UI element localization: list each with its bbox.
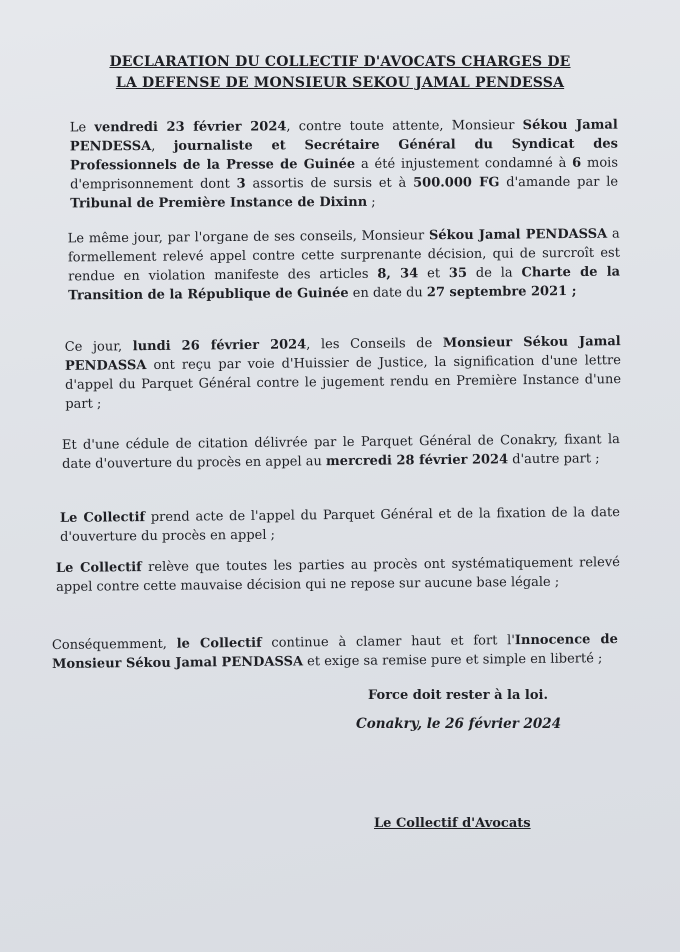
paragraph-4 — [62, 430, 620, 474]
bold-run: Charte de la Transition de la République de Guinée — [68, 264, 621, 304]
paragraph-6 — [56, 553, 620, 597]
bold-run: 500.000 FG — [413, 175, 500, 191]
text-run: de la — [466, 265, 522, 281]
text-run: assortis de sursis et à — [245, 175, 414, 192]
paragraph-1 — [70, 116, 618, 214]
paragraph-7 — [52, 630, 618, 674]
text-run: a formellement relevé appel contre cette surprenante décision, qui de surcroît est rendue en violation manifeste des articles — [67, 226, 620, 285]
bold-run: Tribunal de Première Instance de Dixinn — [70, 194, 368, 212]
text-run: en date du — [348, 285, 427, 301]
bold-run: 8, 34 — [377, 266, 419, 282]
text-run: et — [418, 266, 449, 282]
text-run: Et d'une cédule de citation délivrée par le Parquet Général de Conakry, fixant la date d'ouverture du procès en appel au — [61, 432, 620, 472]
bold-run: 35 — [448, 265, 468, 282]
bold-run: 3 — [236, 176, 246, 192]
paragraph-3 — [65, 332, 622, 414]
bold-run: Le Collectif — [55, 560, 142, 576]
text-run: continue à clamer haut et fort l' — [261, 633, 515, 651]
paragraph-2 — [68, 225, 621, 306]
bold-run: Sékou Jamal PENDASSA — [428, 226, 608, 244]
text-run: , — [151, 138, 174, 155]
closing-motto: Force doit rester à la loi. — [368, 688, 548, 703]
bold-run: Innocence de Monsieur Sékou Jamal PENDASSA — [52, 632, 618, 672]
bold-run: mercredi 28 février 2024 — [325, 452, 509, 470]
bold-run: Monsieur Sékou Jamal PENDASSA — [64, 334, 621, 374]
text-run: Le — [69, 120, 95, 136]
title-line-2: LA DEFENSE DE MONSIEUR SEKOU JAMAL PENDESSA — [115, 75, 565, 91]
text-run: , contre toute attente, Monsieur — [286, 118, 523, 135]
text-run: et exige sa remise pure et simple en liberté ; — [302, 651, 603, 670]
text-run: Le même jour, par l'organe de ses conseils, Monsieur — [67, 228, 430, 247]
text-run: prend acte de l'appel du Parquet Général et de la fixation de la date d'ouverture du procès en appel ; — [60, 505, 620, 545]
paragraph-5 — [60, 503, 620, 547]
title-line-1: DECLARATION DU COLLECTIF D'AVOCATS CHARGES DE — [109, 54, 571, 70]
bold-run: vendredi 23 février 2024 — [94, 119, 287, 136]
signature-block: Le Collectif d'Avocats — [374, 816, 531, 831]
bold-run: lundi 26 février 2024 — [132, 337, 307, 355]
text-run: , les Conseils de — [306, 335, 443, 353]
bold-run: 27 septembre 2021 ; — [426, 283, 577, 301]
bold-run: le Collectif — [176, 635, 262, 652]
text-run: d'amande par le — [499, 174, 619, 191]
text-run: d'autre part ; — [508, 451, 600, 468]
text-run: relève que toutes les parties au procès ont systématiquement relevé appel contre cette mauvaise décision qui ne repose sur aucune base légale ; — [56, 555, 620, 595]
bold-run: 6 — [572, 155, 582, 171]
text-run: ont reçu par voie d'Huissier de Justice, la signification d'une lettre d'appel du Parquet Général contre le jugement rendu en Première Instance d'une part ; — [65, 353, 622, 412]
text-run: ; — [367, 194, 376, 210]
bold-run: journaliste et Secrétaire Général du Syndicat des Professionnels de la Presse de Guinée — [69, 136, 618, 174]
bold-run: Le Collectif — [59, 510, 146, 526]
place-date-line: Conakry, le 26 février 2024 — [356, 716, 562, 732]
text-run: mois d'emprisonnement dont — [70, 155, 619, 193]
text-run: Ce jour, — [64, 339, 133, 355]
bold-run: Sékou Jamal PENDESSA — [69, 117, 618, 155]
text-run: a été injustement condamné à — [355, 155, 573, 172]
text-run: Conséquemment, — [51, 636, 177, 653]
document-title — [40, 52, 640, 94]
